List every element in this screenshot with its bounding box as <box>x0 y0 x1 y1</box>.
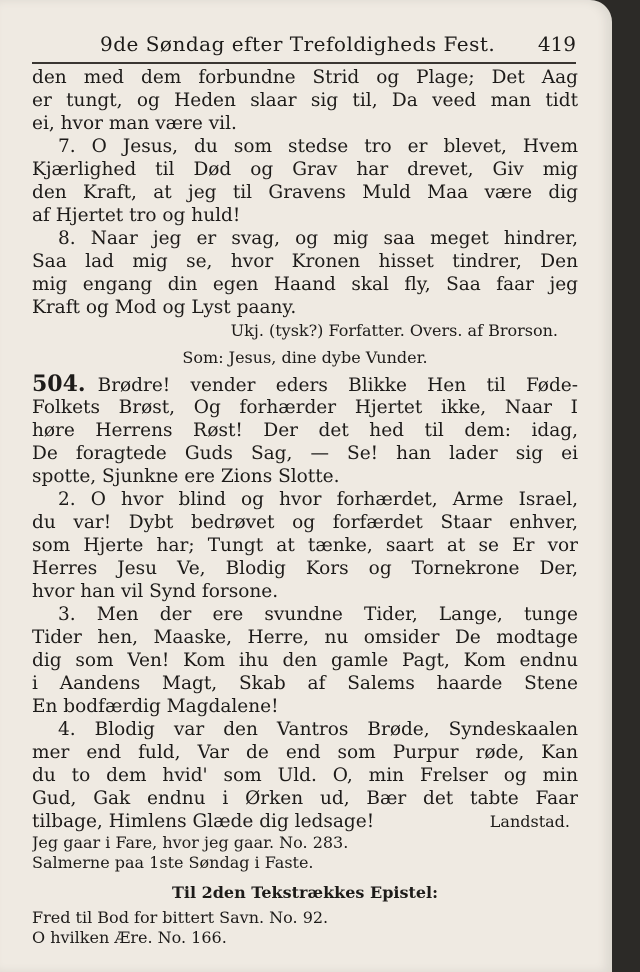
verse-line: Gud, Gak endnu i Ørken ud, Bær det tabte Faar <box>32 788 578 809</box>
verse-line: spotte, Sjunkne ere Zions Slotte. <box>32 466 340 487</box>
verse-line: De foragtede Guds Sag, — Se! han lader sig ei <box>32 443 578 464</box>
verse-line: Kraft og Mod og Lyst paany. <box>32 297 297 318</box>
verse-line: 2. O hvor blind og hvor forhærdet, Arme Israel, <box>58 489 578 510</box>
verse-line: Brødre! vender eders Blikke Hen til Føde- <box>97 375 578 396</box>
verse-line: ei, hvor man være vil. <box>32 113 237 134</box>
verse-line: En bodfærdig Magdalene! <box>32 696 279 717</box>
verse-line: dig som Ven! Kom ihu den gamle Pagt, Kom endnu <box>32 650 578 671</box>
verse-line: i Aandens Magt, Skab af Salems haarde Stene <box>32 673 578 694</box>
verse-line: mig engang din egen Haand skal fly, Saa faar jeg <box>32 274 578 295</box>
verse-line: den Kraft, at jeg til Gravens Muld Maa være dig <box>32 182 578 203</box>
verse-line: af Hjertet tro og huld! <box>32 205 241 226</box>
verse-line: Tider hen, Maaske, Herre, nu omsider De modtage <box>32 627 578 648</box>
verse-line: mer end fuld, Var de end som Purpur røde, Kan <box>32 742 578 763</box>
verse-line: Herres Jesu Ve, Blodig Kors og Tornekrone Der, <box>32 558 578 579</box>
verse-line: Folkets Brøst, Og forhærder Hjertet ikke, Naar I <box>32 397 578 418</box>
verse-line: 8. Naar jeg er svag, og mig saa meget hindrer, <box>58 228 578 249</box>
verse-line: er tungt, og Heden slaar sig til, Da veed man tidt <box>32 90 578 111</box>
running-title: 9de Søndag efter Trefoldigheds Fest. <box>100 32 496 56</box>
verse-line: Kjærlighed til Død og Grav har drevet, Giv mig <box>32 159 578 180</box>
verse-line: Saa lad mig se, hvor Kronen hisset tindrer, Den <box>32 251 578 272</box>
verse-line: du to dem hvid' som Uld. O, min Frelser og min <box>32 765 578 786</box>
reference-line: O hvilken Ære. No. 166. <box>32 928 227 947</box>
note-line: Salmerne paa 1ste Søndag i Faste. <box>32 853 314 872</box>
hymn-first-line <box>32 373 578 396</box>
verse-line: 7. O Jesus, du som stedse tro er blevet, Hvem <box>58 136 578 157</box>
verse-line: som Hjerte har; Tungt at tænke, saart at se Er vor <box>32 535 578 556</box>
page-number: 419 <box>537 32 576 56</box>
verse-line: hvor han vil Synd forsone. <box>32 581 279 602</box>
verse-line: 4. Blodig var den Vantros Brøde, Syndeskaalen <box>58 719 578 740</box>
attribution: Ukj. (tysk?) Forfatter. Overs. af Brorson. <box>230 321 558 340</box>
verse-line: høre Herrens Røst! Der det hed til dem: idag, <box>32 420 578 441</box>
page-body <box>32 66 578 948</box>
running-header <box>32 30 576 64</box>
hymn-author: Landstad. <box>489 812 570 831</box>
verse-line-last <box>32 810 578 833</box>
section-heading: Til 2den Tekstrækkes Epistel: <box>171 883 439 902</box>
tune-reference: Som: Jesus, dine dybe Vunder. <box>182 348 428 367</box>
reference-line: Fred til Bod for bittert Savn. No. 92. <box>32 908 329 927</box>
verse-line: 3. Men der ere svundne Tider, Lange, tunge <box>58 604 578 625</box>
verse-line: den med dem forbundne Strid og Plage; Det Aag <box>32 67 578 88</box>
verse-line: du var! Dybt bedrøvet og forfærdet Staar enhver, <box>32 512 578 533</box>
hymn-number: 504. <box>32 373 86 396</box>
note-line: Jeg gaar i Fare, hvor jeg gaar. No. 283. <box>32 833 349 852</box>
verse-line: tilbage, Himlens Glæde dig ledsage! <box>32 811 375 832</box>
